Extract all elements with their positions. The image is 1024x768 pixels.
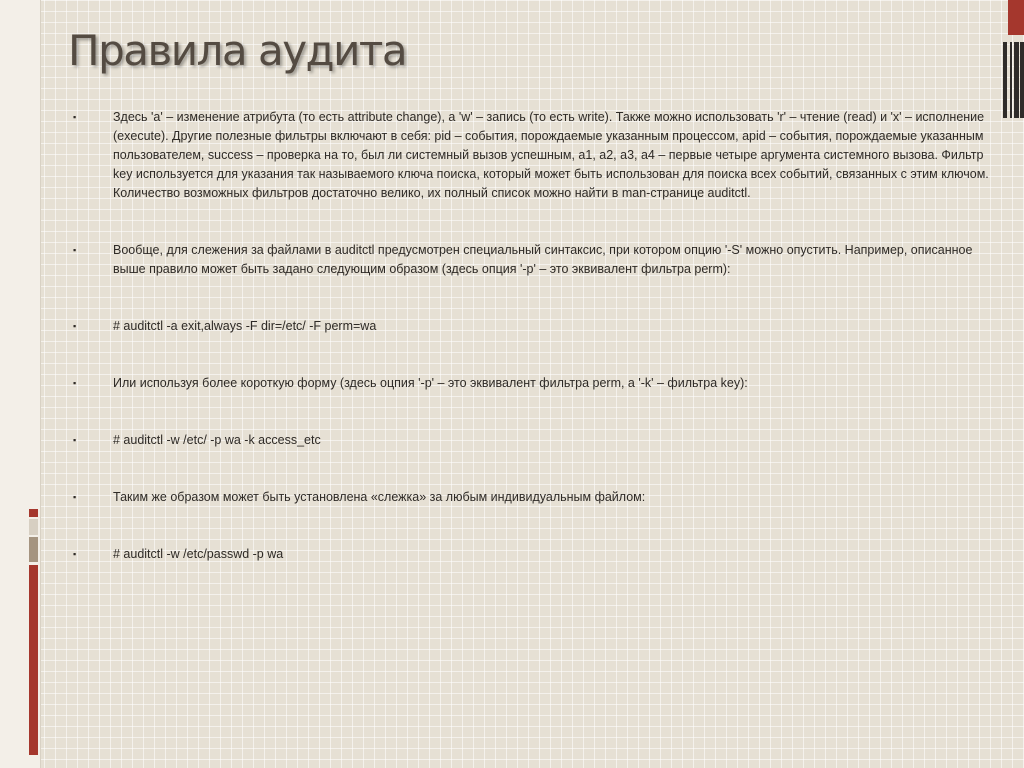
list-item [70,488,1000,507]
list-item-text: # auditctl -w /etc/passwd -p wa [113,547,284,561]
bullet-list [70,108,1000,564]
decorative-side-block-red-small [29,509,38,517]
list-item-text: # auditctl -w /etc/ -p wa -k access_etc [113,433,321,447]
bullet-icon: ▪ [73,321,77,331]
decorative-stripes [1003,42,1024,118]
decorative-top-bar [1008,0,1024,35]
decorative-side-block-red-tall [29,565,38,755]
list-item-text: Здесь 'a' – изменение атрибута (то есть attribute change), а 'w' – запись (то есть write). Также можно использовать 'r' – чтение (read) и 'x' – исполнение (execute). Другие полезные фильтры включают в себя: pid – события, порождаемые указанным процессом, apid – события, порождаемые указанным пользователем, success – проверка на то, был ли системный вызов успешным, a1, a2, a3, a4 – первые четыре аргумента системного вызова. Фильтр key используется для указания так называемого ключа поиска, который может быть использован для поиска всех событий, связанных с этим ключом. Количество возможных фильтров достаточно велико, их полный список можно найти в man-странице auditctl. [113,110,989,200]
bullet-icon: ▪ [73,549,77,559]
bullet-icon: ▪ [73,435,77,445]
stripe [1020,42,1024,118]
list-item-text: Вообще, для слежения за файлами в auditctl предусмотрен специальный синтаксис, при котором опцию '-S' можно опустить. Например, описанное выше правило может быть задано следующим образом (здесь опция '-p' – это эквивалент фильтра perm): [113,243,973,276]
bullet-icon: ▪ [73,492,77,502]
list-item [70,431,1000,450]
left-border-line [40,0,41,768]
list-item [70,241,1000,279]
stripe [1003,42,1007,118]
bullet-icon: ▪ [73,378,77,388]
list-item [70,545,1000,564]
slide-title: Правила аудита [68,26,407,75]
list-item-text: # auditctl -a exit,always -F dir=/etc/ -F perm=wa [113,319,377,333]
stripe [1010,42,1012,118]
list-item [70,108,1000,203]
list-item-text: Или используя более короткую форму (здесь оцпия '-p' – это эквивалент фильтра perm, а '-k' – фильтра key): [113,376,748,390]
list-item [70,317,1000,336]
decorative-side-block-light [29,519,38,535]
decorative-side-block-tan [29,537,38,562]
bullet-icon: ▪ [73,112,77,122]
stripe [1014,42,1019,118]
bullet-icon: ▪ [73,245,77,255]
list-item-text: Таким же образом может быть установлена «слежка» за любым индивидуальным файлом: [113,490,646,504]
list-item [70,374,1000,393]
